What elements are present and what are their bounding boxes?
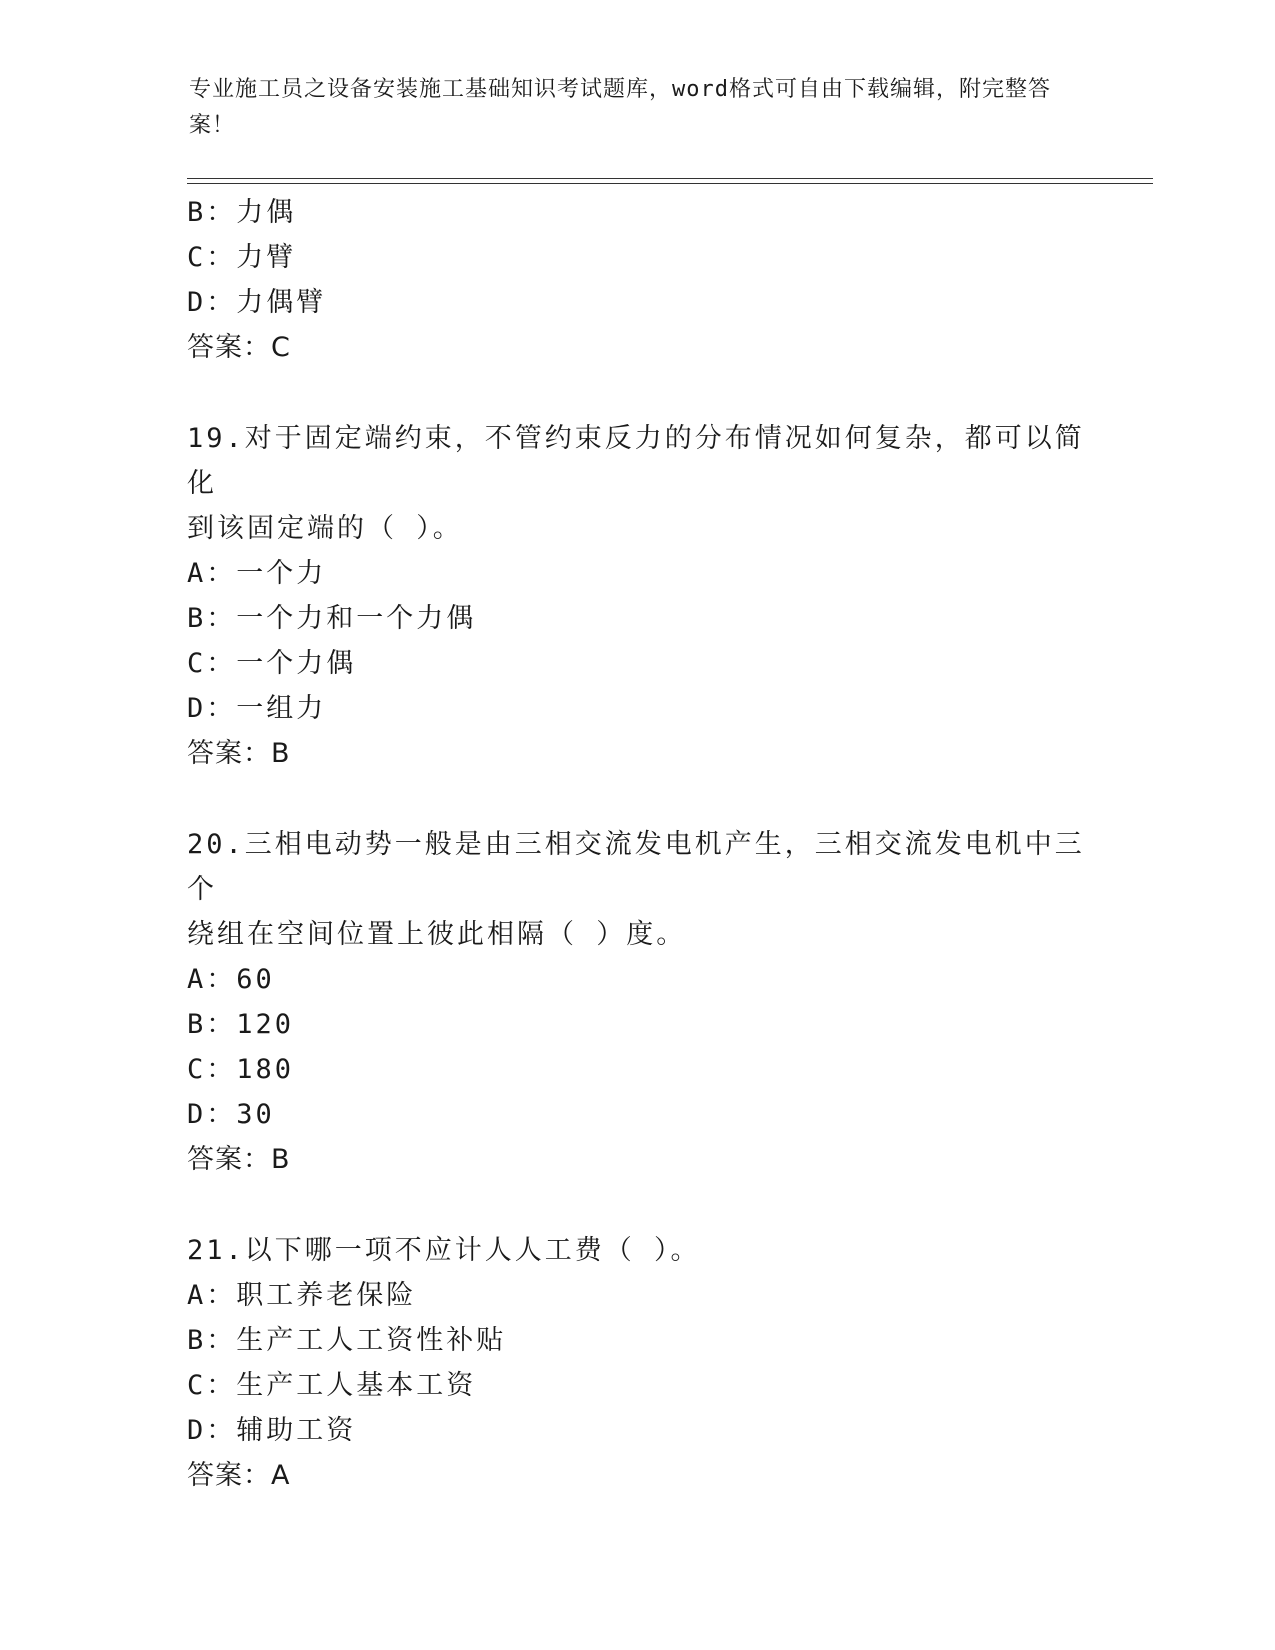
question-20 xyxy=(187,822,1087,1182)
option-b: B：120 xyxy=(187,1009,295,1040)
question-text-line: 19.对于固定端约束，不管约束反力的分布情况如何复杂，都可以简化 xyxy=(187,423,1085,499)
question-text-line: 20.三相电动势一般是由三相交流发电机产生，三相交流发电机中三个 xyxy=(187,829,1085,905)
option-b: B：生产工人工资性补贴 xyxy=(187,1325,507,1356)
document-header-title: 专业施工员之设备安装施工基础知识考试题库，word格式可自由下载编辑，附完整答案！ xyxy=(189,77,1051,138)
option-d: D：辅助工资 xyxy=(187,1415,357,1446)
answer-line: 答案：B xyxy=(187,738,291,769)
option-a: A：职工养老保险 xyxy=(187,1280,417,1311)
option-a: A：60 xyxy=(187,964,275,995)
option-c: C：生产工人基本工资 xyxy=(187,1370,477,1401)
option-b: B：力偶 xyxy=(187,197,297,228)
question-21 xyxy=(187,1228,1087,1498)
answer-line: 答案：A xyxy=(187,1460,291,1491)
option-d: D：力偶臂 xyxy=(187,287,327,318)
question-list xyxy=(187,190,1087,1498)
option-b: B：一个力和一个力偶 xyxy=(187,603,477,634)
header-double-rule xyxy=(187,178,1153,184)
question-text-line: 到该固定端的（ ）。 xyxy=(187,513,463,544)
option-a: A：一个力 xyxy=(187,558,327,589)
option-c: C：力臂 xyxy=(187,242,297,273)
question-text-line: 绕组在空间位置上彼此相隔（ ）度。 xyxy=(187,919,687,950)
answer-line: 答案：C xyxy=(187,332,291,363)
option-c: C：一个力偶 xyxy=(187,648,357,679)
question-text-line: 21.以下哪一项不应计人人工费（ ）。 xyxy=(187,1235,701,1266)
answer-line: 答案：B xyxy=(187,1144,291,1175)
option-d: D：一组力 xyxy=(187,693,327,724)
option-c: C：180 xyxy=(187,1054,295,1085)
question-19 xyxy=(187,416,1087,776)
option-d: D：30 xyxy=(187,1099,275,1130)
question-fragment xyxy=(187,190,1087,370)
